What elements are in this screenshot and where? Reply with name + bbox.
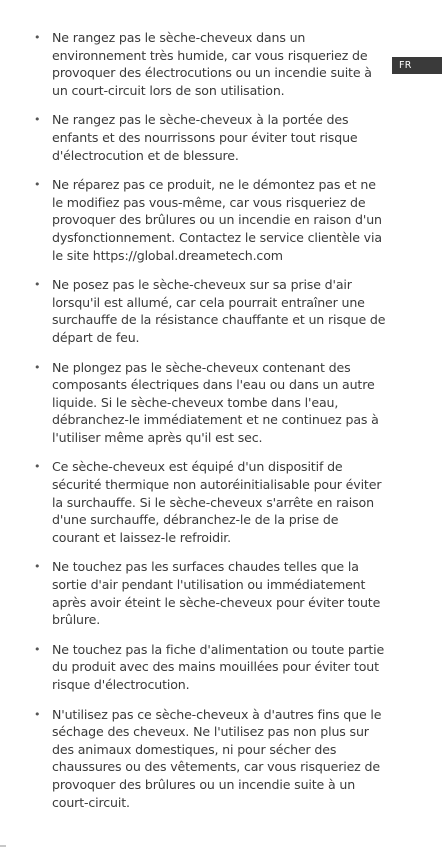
list-item-text: Ne rangez pas le sèche-cheveux à la portée des enfants et des nourrissons pour éviter tout risque d'électrocution et de blessure. (52, 112, 358, 163)
list-item-text: Ne posez pas le sèche-cheveux sur sa prise d'air lorsqu'il est allumé, car cela pourrait entraîner une surchauffe de la résistance chauffante et un risque de départ de feu. (52, 277, 386, 345)
list-item (0, 29, 392, 99)
list-item-text: Ne touchez pas les surfaces chaudes telles que la sortie d'air pendant l'utilisation ou immédiatement après avoir éteint le sèche-cheveux pour éviter toute brûlure. (52, 559, 381, 628)
list-item-text: Ne réparez pas ce produit, ne le démontez pas et ne le modifiez pas vous-même, car vous risqueriez de provoquer des brûlures ou un incendie en raison d'un dysfonctionnement. Contactez le service clientèle via le site https://global.dreametech.com (52, 177, 382, 263)
list-item-text: N'utilisez pas ce sèche-cheveux à d'autres fins que le séchage des cheveux. Ne l'utilisez pas non plus sur des animaux domestiques, ni pour sécher des chaussures ou des vêtements, car vous risqueriez de provoquer des brûlures ou un incendie suite à un court-circuit. (52, 706, 382, 810)
bullet-icon: • (34, 278, 41, 292)
safety-instructions-list (0, 29, 392, 823)
bullet-icon: • (34, 360, 41, 374)
list-item-text: Ne rangez pas le sèche-cheveux dans un environnement très humide, car vous risqueriez de provoquer des électrocutions ou un incendie suite à un court-circuit lors de son utilisation. (52, 30, 372, 98)
list-item (0, 558, 392, 628)
list-item-text: Ne plongez pas le sèche-cheveux contenant des composants électriques dans l'eau ou dans un autre liquide. Si le sèche-cheveux tombe dans l'eau, débranchez-le immédiatement et ne continuez pas à l'utiliser même après qu'il est sec. (52, 359, 379, 445)
list-item (0, 641, 392, 694)
bullet-icon: • (34, 178, 41, 192)
page-edge-mark (0, 845, 6, 847)
list-item-text: Ce sèche-cheveux est équipé d'un dispositif de sécurité thermique non autoréinitialisable pour éviter la surchauffe. Si le sèche-cheveux s'arrête en raison d'une surchauffe, débranchez-le de la prise de courant et laissez-le refroidir. (52, 459, 382, 545)
bullet-icon: • (34, 560, 41, 574)
bullet-icon: • (34, 460, 41, 474)
bullet-icon: • (34, 113, 41, 127)
bullet-icon: • (34, 31, 41, 44)
list-item (0, 111, 392, 164)
language-tab: FR (392, 57, 442, 74)
list-item (0, 706, 392, 812)
bullet-icon: • (34, 642, 41, 656)
list-item (0, 359, 392, 447)
list-item (0, 458, 392, 546)
list-item (0, 176, 392, 264)
list-item (0, 276, 392, 346)
bullet-icon: • (34, 707, 41, 721)
list-item-text: Ne touchez pas la fiche d'alimentation ou toute partie du produit avec des mains mouillées pour éviter tout risque d'électrocution. (52, 641, 385, 692)
